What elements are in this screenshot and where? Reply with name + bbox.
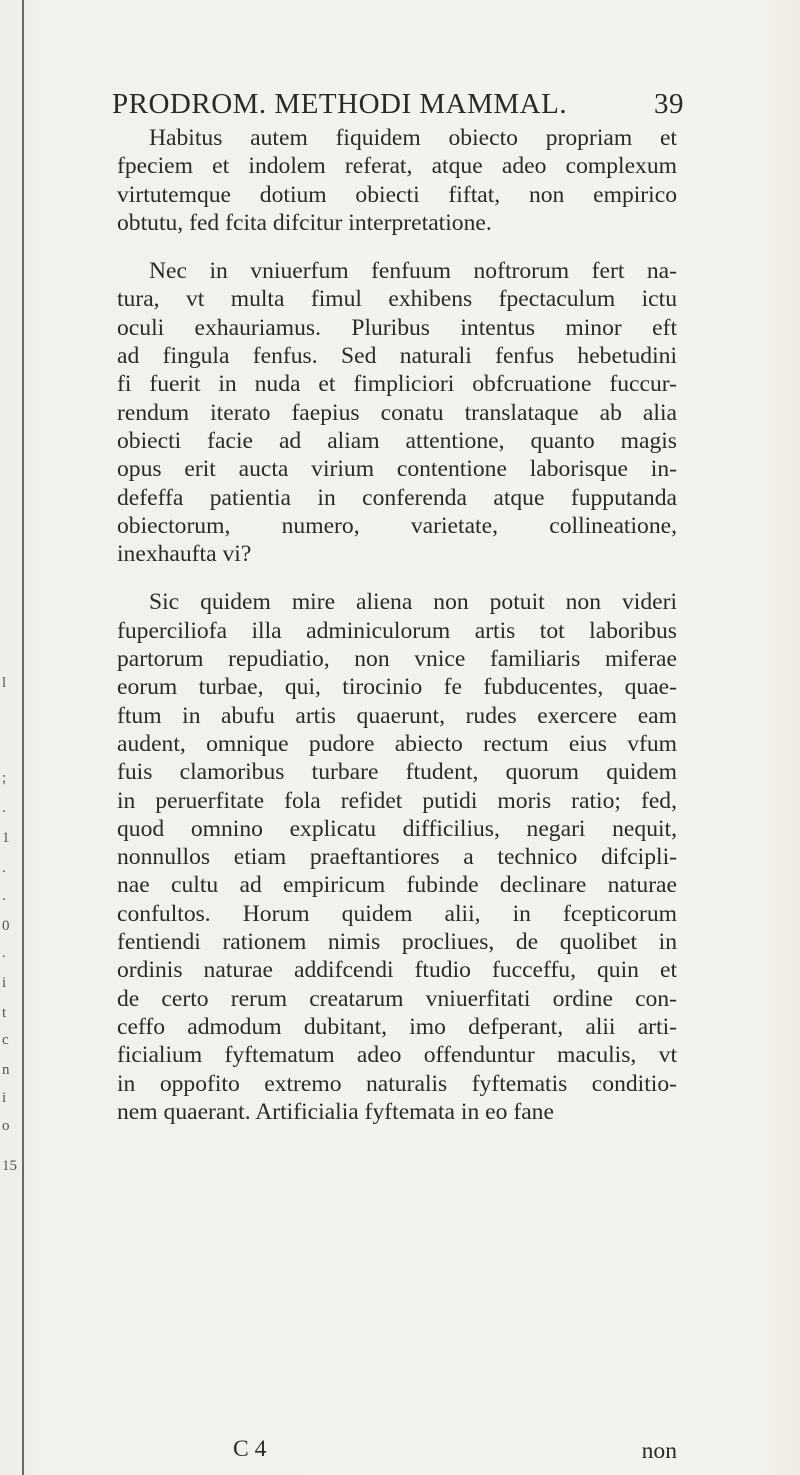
text-line: nonnullos etiam praeftantiores a technico difcipli- — [117, 844, 677, 871]
text-line: ad fingula fenfus. Sed naturali fenfus hebetudini — [117, 343, 677, 370]
text-line: ceffo admodum dubitant, imo defperant, alii arti- — [117, 1013, 677, 1040]
text-line: obiectorum, numero, varietate, collineatione, — [117, 512, 677, 539]
gutter-mark: o — [2, 1118, 10, 1134]
text-line: opus erit aucta virium contentione laborisque in- — [117, 456, 677, 483]
gutter-mark: . — [2, 945, 6, 961]
catchword: non — [641, 1438, 677, 1464]
gutter-mark: . — [2, 800, 6, 816]
text-line: Habitus autem fiquidem obiecto propriam et — [149, 125, 677, 151]
gutter-mark: 15 — [2, 1158, 17, 1174]
page-number: 39 — [654, 88, 684, 120]
text-line: fi fuerit in nuda et fimpliciori obfcruatione fuccur- — [117, 371, 677, 398]
text-line: nem quaerant. Artificialia fyftemata in eo fane — [117, 1098, 554, 1125]
text-line: defeffa patientia in conferenda atque fupputanda — [117, 484, 677, 511]
paragraph — [117, 588, 677, 1126]
gutter-mark: i — [2, 975, 7, 991]
text-line: obtutu, fed fcita difcitur interpretatione. — [117, 209, 492, 236]
text-line: fuperciliofa illa adminiculorum artis tot laboribus — [117, 617, 677, 644]
text-line: confultos. Horum quidem alii, in fcepticorum — [117, 900, 677, 927]
text-line: fpeciem et indolem referat, atque adeo complexum — [117, 153, 677, 180]
text-line: ftum in abufu artis quaerunt, rudes exercere eam — [117, 702, 677, 729]
text-line: obiecti facie ad aliam attentione, quanto magis — [117, 427, 677, 454]
text-line: eorum turbae, qui, tirocinio fe fubducentes, quae- — [117, 674, 677, 701]
gutter-mark: . — [2, 860, 6, 876]
text-line: in oppofito extremo naturalis fyftematis conditio- — [117, 1070, 677, 1097]
gutter-mark: i — [2, 1090, 7, 1106]
gutter-mark: l — [2, 675, 7, 691]
text-line: de certo rerum creatarum vniuerfitati ordine con- — [117, 985, 677, 1012]
gutter-mark: ; — [2, 770, 7, 786]
text-line: inexhaufta vi? — [117, 541, 252, 568]
gutter-mark: t — [2, 1005, 7, 1021]
text-line: rendum iterato faepius conatu translataque ab alia — [117, 399, 677, 426]
text-line: in peruerfitate fola refidet putidi moris ratio; fed, — [117, 787, 677, 814]
gutter-mark: . — [2, 888, 6, 904]
text-line: tura, vt multa fimul exhibens fpectaculum ictu — [117, 286, 677, 313]
body-text — [117, 124, 677, 1146]
text-line: Sic quidem mire aliena non potuit non videri — [149, 589, 677, 616]
text-line: Nec in vniuerfum fenfuum noftrorum fert na- — [149, 258, 677, 285]
signature-mark: C 4 — [233, 1436, 267, 1462]
text-line: ordinis naturae addifcendi ftudio fucceffu, quin et — [117, 957, 677, 984]
text-line: partorum repudiatio, non vnice familiaris miferae — [117, 646, 677, 673]
gutter-mark: c — [2, 1032, 9, 1048]
paragraph — [117, 124, 677, 237]
gutter-mark: n — [2, 1062, 10, 1078]
running-head — [112, 88, 684, 121]
gutter-mark: 0 — [2, 918, 10, 934]
text-line: fentiendi rationem nimis procliues, de quolibet in — [117, 929, 677, 956]
text-line: virtutemque dotium obiecti fiftat, non empirico — [117, 181, 677, 208]
binding-gutter — [0, 0, 24, 1475]
text-line: audent, omnique pudore abiecto rectum eius vfum — [117, 730, 677, 757]
text-line: oculi exhauriamus. Pluribus intentus minor eft — [117, 314, 677, 341]
running-title: PRODROM. METHODI MAMMAL. — [112, 88, 568, 120]
text-line: ficialium fyftematum adeo offenduntur maculis, vt — [117, 1042, 677, 1069]
text-line: nae cultu ad empiricum fubinde declinare naturae — [117, 872, 677, 899]
text-line: quod omnino explicatu difficilius, negari nequit, — [117, 815, 677, 842]
gutter-mark: 1 — [2, 830, 10, 846]
paragraph — [117, 257, 677, 568]
text-line: fuis clamoribus turbare ftudent, quorum quidem — [117, 759, 677, 786]
